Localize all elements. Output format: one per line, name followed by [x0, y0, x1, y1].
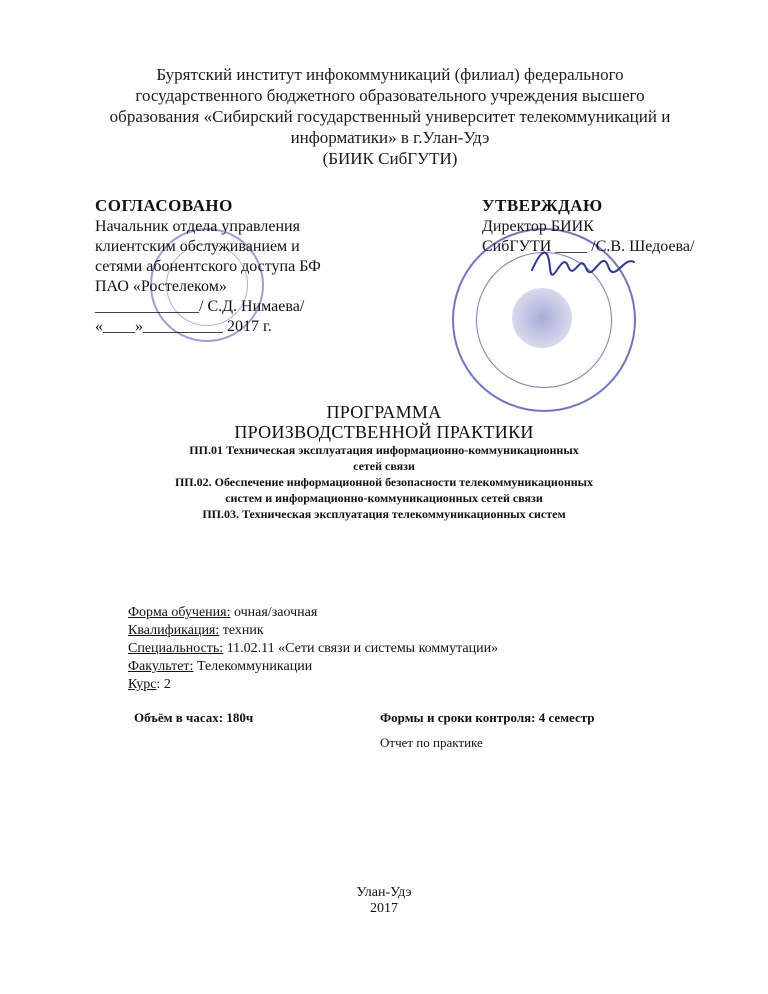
detail-value: техник: [219, 623, 264, 638]
header-line: образования «Сибирский государственный университет телекоммуникаций и: [109, 107, 671, 126]
footer-year: 2017: [370, 901, 398, 916]
detail-value: : 2: [156, 677, 171, 692]
agreed-line: Начальник отдела управления: [95, 218, 300, 235]
agreed-title: СОГЛАСОВАНО: [95, 196, 233, 215]
agreed-line: _____________/ С.Д. Нимаева/: [95, 298, 305, 315]
program-subtitle: ПРОИЗВОДСТВЕННОЙ ПРАКТИКИ: [234, 422, 534, 442]
hours-total: Объём в часах: 180ч: [134, 710, 254, 725]
agreed-line: ПАО «Ростелеком»: [95, 278, 227, 295]
institution-header: [100, 64, 680, 169]
detail-row: [128, 658, 498, 676]
practice-item: ПП.02. Обеспечение информационной безопасности телекоммуникационных: [174, 475, 594, 489]
approved-title: УТВЕРЖДАЮ: [482, 196, 603, 215]
detail-label: Факультет:: [128, 659, 194, 674]
agreed-line: клиентским обслуживанием и: [95, 238, 300, 255]
report-type: Отчет по практике: [380, 735, 483, 750]
approved-line: Директор БИИК: [482, 218, 594, 235]
detail-row: [128, 676, 498, 694]
header-line: (БИИК СибГУТИ): [322, 149, 458, 168]
detail-label: Квалификация:: [128, 623, 220, 638]
agreed-line: «____»__________ 2017 г.: [95, 318, 272, 335]
approved-line: СибГУТИ ____ /С.В. Шедоева/: [482, 238, 695, 255]
detail-label: Форма обучения:: [128, 605, 231, 620]
detail-row: [128, 604, 498, 622]
practice-item: систем и информационно-коммуникационных сетей связи: [225, 491, 543, 505]
detail-row: [128, 640, 498, 658]
detail-value: Телекоммуникации: [193, 659, 313, 674]
agreed-block: [95, 196, 385, 337]
director-signature: [528, 240, 638, 282]
detail-value: 11.02.11 «Сети связи и системы коммутации»: [223, 641, 499, 656]
program-title-block: [80, 402, 688, 522]
program-details: [128, 604, 498, 694]
detail-label: Специальность:: [128, 641, 224, 656]
practice-item: ПП.03. Техническая эксплуатация телекоммуникационных систем: [202, 507, 566, 521]
program-title: ПРОГРАММА: [326, 402, 442, 422]
detail-value: очная/заочная: [230, 605, 318, 620]
footer: [284, 885, 484, 917]
header-line: информатики» в г.Улан-Удэ: [290, 128, 490, 147]
control-forms: Формы и сроки контроля: 4 семестр: [380, 710, 595, 725]
detail-label: Курс: [128, 677, 157, 692]
practice-item: сетей связи: [353, 459, 415, 473]
eagle-emblem-icon: [512, 288, 572, 348]
agreed-line: сетями абонентского доступа БФ: [95, 258, 321, 275]
footer-city: Улан-Удэ: [356, 885, 412, 900]
header-line: Бурятский институт инфокоммуникаций (филиал) федерального: [156, 65, 624, 84]
detail-row: [128, 622, 498, 640]
practice-item: ПП.01 Техническая эксплуатация информационно-коммуникационных: [189, 443, 579, 457]
header-line: государственного бюджетного образовательного учреждения высшего: [135, 86, 645, 105]
